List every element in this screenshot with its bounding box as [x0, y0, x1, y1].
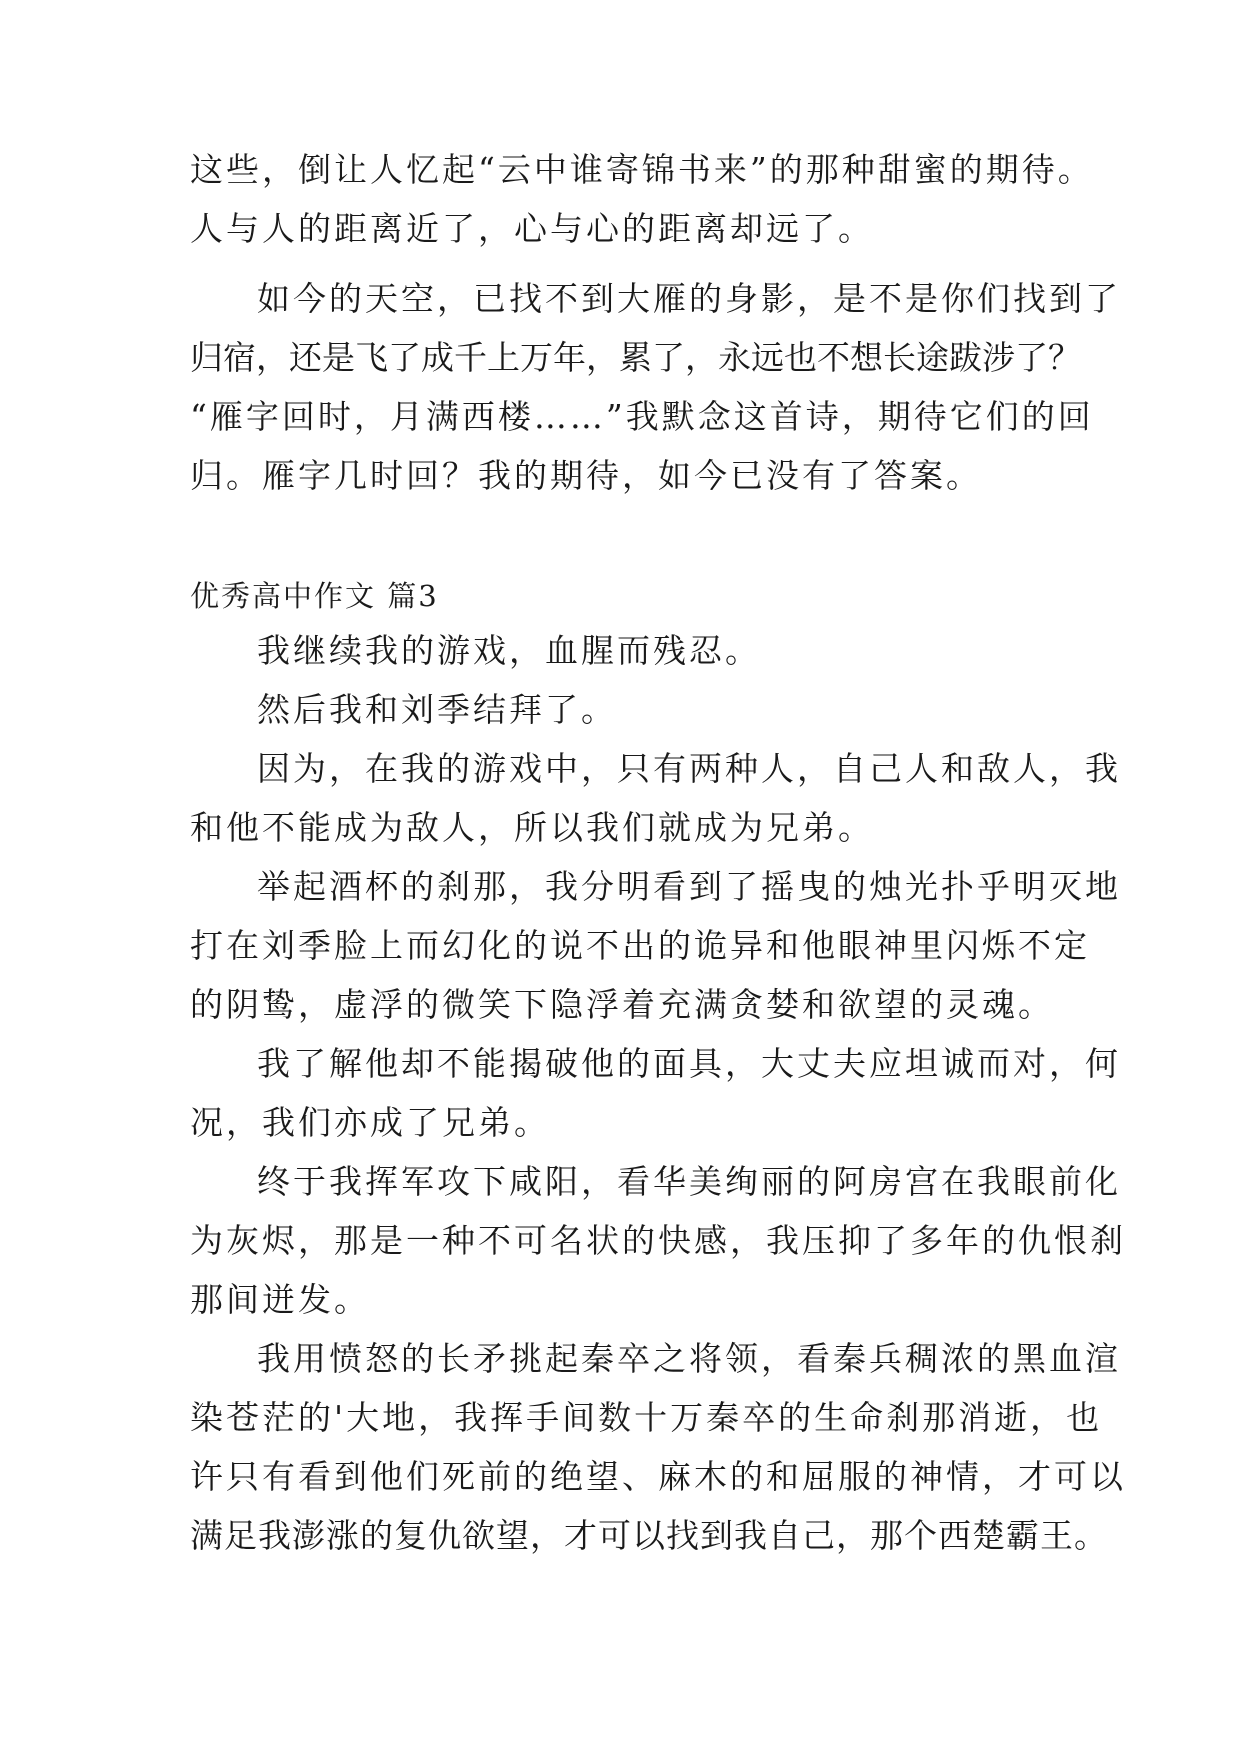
paragraph-start: 因为，在我的游戏中，只有两种人，自己人和敌人，我: [257, 749, 1121, 788]
text-line: 人与人的距离近了，心与心的距离却远了。: [190, 209, 874, 248]
text-line: 满足我澎涨的复仇欲望，才可以找到我自己，那个西楚霸王。: [190, 1516, 1108, 1555]
text-line: “雁字回时，月满西楼……”我默念这首诗，期待它们的回: [190, 397, 1094, 436]
text-line: 许只有看到他们死前的绝望、麻木的和屈服的神情，才可以: [190, 1457, 1126, 1496]
text-line: 打在刘季脸上而幻化的说不出的诡异和他眼神里闪烁不定: [190, 926, 1090, 965]
paragraph-start: 举起酒杯的刹那，我分明看到了摇曳的烛光扑乎明灭地: [257, 867, 1121, 906]
paragraph-start: 然后我和刘季结拜了。: [257, 690, 617, 729]
text-line: 这些，倒让人忆起“云中谁寄锦书来”的那种甜蜜的期待。: [190, 150, 1094, 189]
text-line: 的阴鸷，虚浮的微笑下隐浮着充满贪婪和欲望的灵魂。: [190, 985, 1054, 1024]
paragraph-start: 终于我挥军攻下咸阳，看华美绚丽的阿房宫在我眼前化: [257, 1162, 1121, 1201]
paragraph-start: 如今的天空，已找不到大雁的身影，是不是你们找到了: [257, 279, 1121, 318]
text-line: 染苍茫的'大地，我挥手间数十万秦卒的生命刹那消逝，也: [190, 1398, 1103, 1437]
text-line: 况，我们亦成了兄弟。: [190, 1103, 550, 1142]
text-line: 那间迸发。: [190, 1280, 370, 1319]
text-line: 为灰烬，那是一种不可名状的快感，我压抑了多年的仇恨刹: [190, 1221, 1126, 1260]
paragraph-start: 我了解他却不能揭破他的面具，大丈夫应坦诚而对，何: [257, 1044, 1121, 1083]
text-line: 和他不能成为敌人，所以我们就成为兄弟。: [190, 808, 874, 847]
section-heading: 优秀高中作文 篇3: [190, 579, 439, 613]
text-line: 归宿，还是飞了成千上万年，累了，永远也不想长途跋涉了？: [190, 338, 1081, 377]
text-line: 归。雁字几时回？我的期待，如今已没有了答案。: [190, 456, 982, 495]
paragraph-start: 我用愤怒的长矛挑起秦卒之将领，看秦兵稠浓的黑血渲: [257, 1339, 1121, 1378]
paragraph-start: 我继续我的游戏，血腥而残忍。: [257, 631, 761, 670]
